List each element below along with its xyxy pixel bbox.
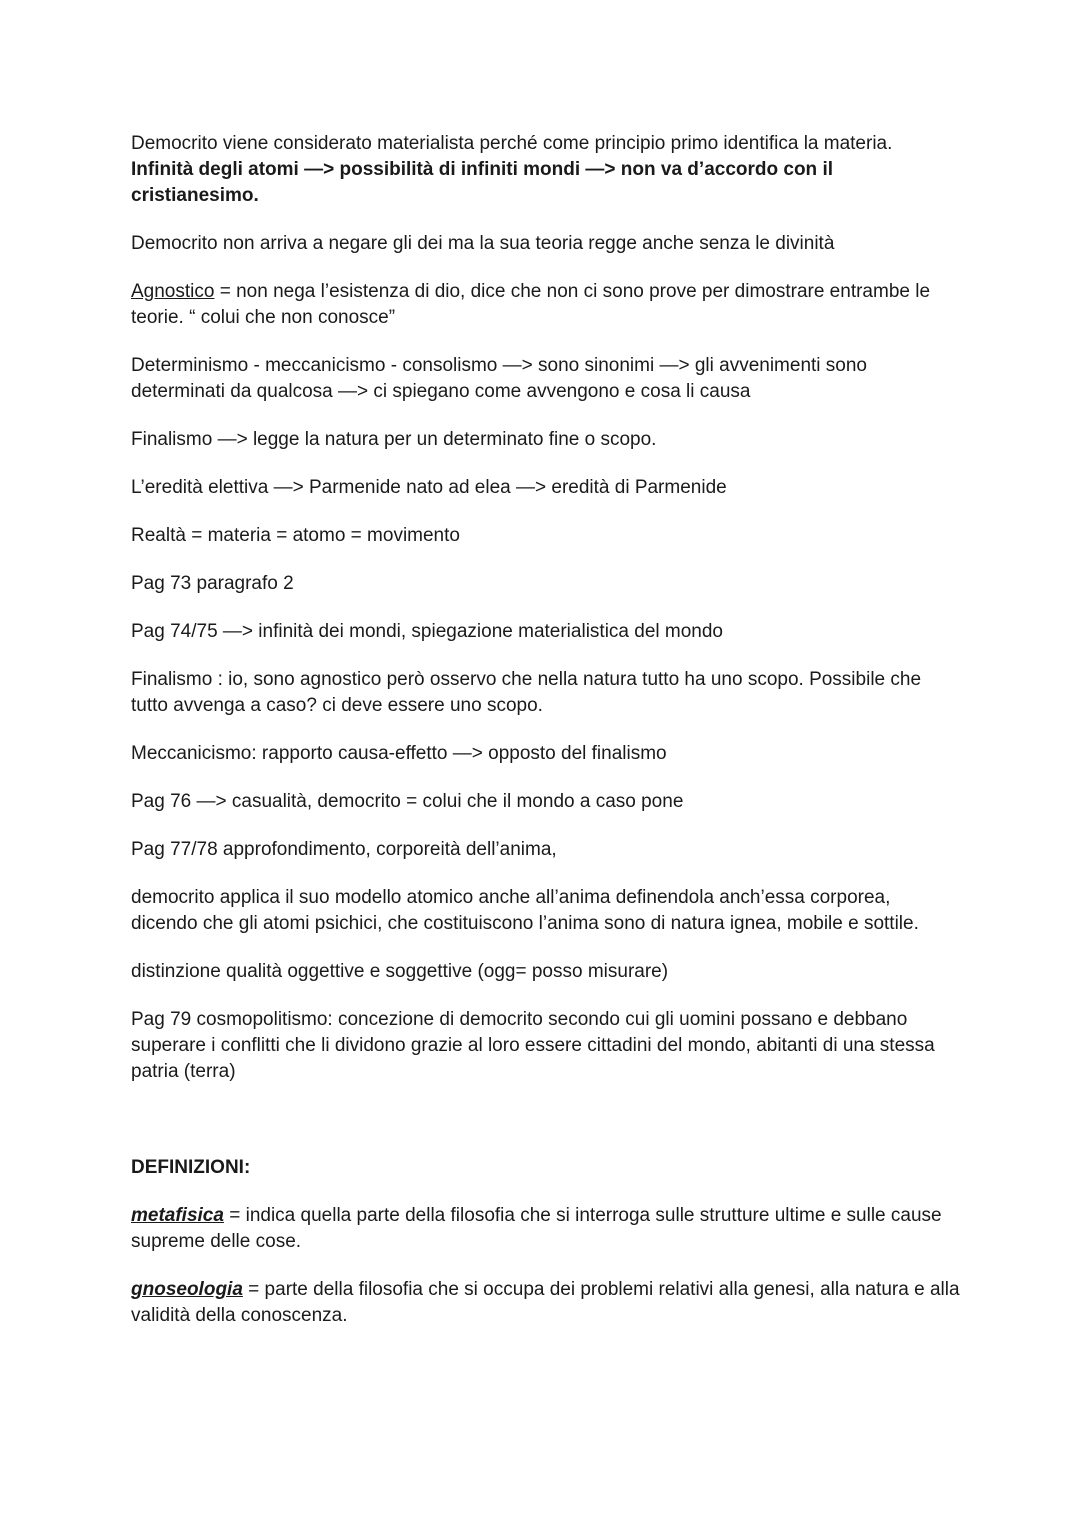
definition-item (131, 1277, 961, 1329)
paragraph-finalismo: Finalismo —> legge la natura per un determinato fine o scopo. (131, 429, 657, 450)
underlined-term: Agnostico (131, 281, 215, 302)
definition-text: = indica quella parte della filosofia che si interroga sulle strutture ultime e sulle cause supreme delle cose. (131, 1205, 942, 1252)
definitions-heading: DEFINIZIONI: (131, 1157, 251, 1178)
definition-term: gnoseologia (131, 1279, 243, 1300)
paragraph-pag77: Pag 77/78 approfondimento, corporeità dell’anima, (131, 839, 557, 860)
paragraph-realta: Realtà = materia = atomo = movimento (131, 525, 460, 546)
paragraph-pag73: Pag 73 paragrafo 2 (131, 573, 294, 594)
paragraph-anima: democrito applica il suo modello atomico anche all’anima definendola anch’essa corporea, dicendo che gli atomi psichici, che costituiscono l’anima sono di natura ignea, mobile e sottile. (131, 887, 919, 934)
paragraph-qualita: distinzione qualità oggettive e soggettive (ogg= posso misurare) (131, 961, 669, 982)
paragraph-meccanicismo: Meccanicismo: rapporto causa-effetto —> opposto del finalismo (131, 743, 667, 764)
paragraph-determinismo: Determinismo - meccanicismo - consolismo —> sono sinonimi —> gli avvenimenti sono determinati da qualcosa —> ci spiegano come avvengono e cosa li causa (131, 355, 867, 402)
definition-term: metafisica (131, 1205, 224, 1226)
paragraph-pag79: Pag 79 cosmopolitismo: concezione di democrito secondo cui gli uomini possano e debbano superare i conflitti che li dividono grazie al loro essere cittadini del mondo, abitanti di una stessa patria (terra) (131, 1009, 935, 1082)
paragraph-text: Democrito viene considerato materialista perché come principio primo identifica la materia. (131, 133, 893, 154)
definition-item (131, 1203, 961, 1255)
bold-statement: Infinità degli atomi —> possibilità di infiniti mondi —> non va d’accordo con il cristianesimo. (131, 159, 833, 206)
paragraph-eredita: L’eredità elettiva —> Parmenide nato ad elea —> eredità di Parmenide (131, 477, 727, 498)
definition-text: = parte della filosofia che si occupa dei problemi relativi alla genesi, alla natura e alla validità della conoscenza. (131, 1279, 960, 1326)
paragraph-divinita: Democrito non arriva a negare gli dei ma la sua teoria regge anche senza le divinità (131, 233, 835, 254)
paragraph-text: = non nega l’esistenza di dio, dice che non ci sono prove per dimostrare entrambe le teorie. “ colui che non conosce” (131, 281, 931, 328)
paragraph-materialismo (131, 131, 961, 209)
spacer (131, 1107, 961, 1155)
paragraph-pag74: Pag 74/75 —> infinità dei mondi, spiegazione materialistica del mondo (131, 621, 723, 642)
paragraph-agnostico (131, 279, 961, 331)
paragraph-finalismo-2: Finalismo : io, sono agnostico però osservo che nella natura tutto ha uno scopo. Possibile che tutto avvenga a caso? ci deve essere uno scopo. (131, 669, 922, 716)
paragraph-pag76: Pag 76 —> casualità, democrito = colui che il mondo a caso pone (131, 791, 684, 812)
document-page (131, 131, 961, 1351)
